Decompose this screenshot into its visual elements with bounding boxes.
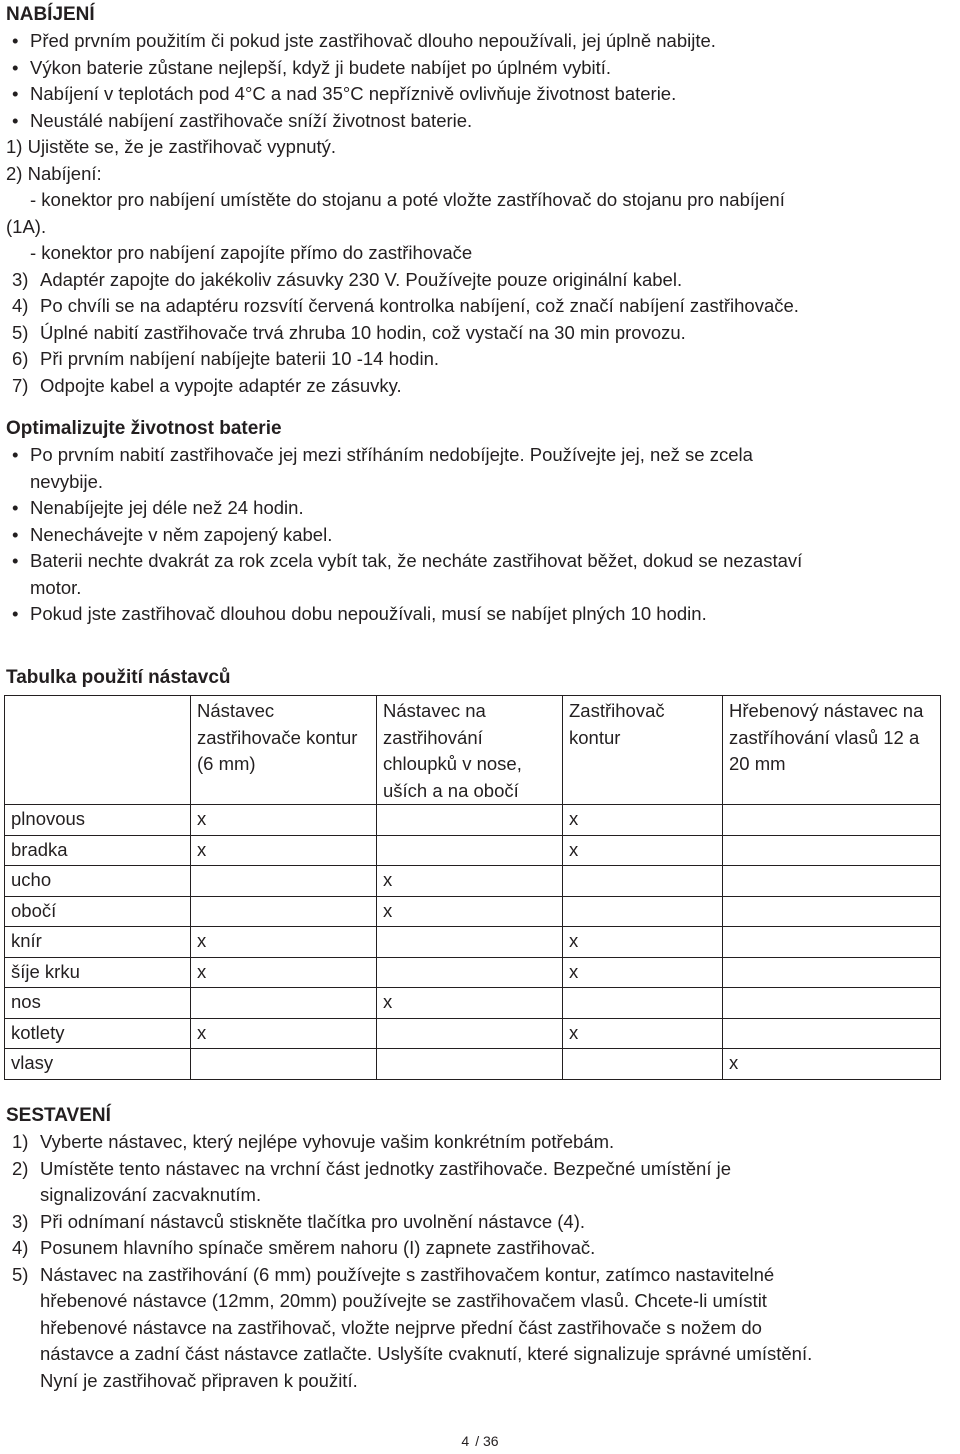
table-header-cell — [5, 696, 191, 805]
assembly-step — [6, 1209, 952, 1236]
table-row — [5, 866, 941, 897]
battery-section — [6, 416, 946, 628]
battery-bullet: • Baterii nechte dvakrát za rok zcela vybít tak, že necháte zastřihovat běžet, dokud se nezastaví — [6, 548, 946, 575]
table-cell — [723, 835, 941, 866]
charging-bullet: • Nabíjení v teplotách pod 4°C a nad 35°C nepříznivě ovlivňuje životnost baterie. — [6, 81, 946, 108]
table-cell — [191, 1049, 377, 1080]
assembly-step — [6, 1262, 952, 1289]
step-text: Nástavec na zastřihování (6 mm) používejte s zastřihovačem kontur, zatímco nastavitelné — [40, 1263, 775, 1285]
table-row — [5, 1018, 941, 1049]
battery-bullet-cont: nevybije. — [30, 470, 104, 492]
table-header-cell: Hřebenový nástavec na zastříhování vlasů 12 a 20 mm — [723, 696, 941, 805]
table-cell: x — [191, 835, 377, 866]
battery-bullet: • Po prvním nabití zastřihovače jej mezi stříháním nedobíjejte. Používejte jej, než se zcela — [6, 442, 946, 469]
table-cell: vlasy — [5, 1049, 191, 1080]
table-cell — [723, 927, 941, 958]
table-cell: x — [191, 805, 377, 836]
table-cell — [377, 805, 563, 836]
charging-step — [6, 346, 946, 373]
table-cell — [377, 835, 563, 866]
assembly-step-cont: signalizování zacvaknutím. — [40, 1184, 262, 1205]
assembly-step — [6, 1129, 952, 1156]
table-cell — [723, 957, 941, 988]
table-cell: bradka — [5, 835, 191, 866]
charging-substep: - konektor pro nabíjení zapojíte přímo do zastřihovače — [30, 242, 473, 263]
step-text: Odpojte kabel a vypojte adaptér ze zásuvky. — [40, 374, 402, 396]
section-heading-assembly: SESTAVENÍ — [6, 1105, 111, 1126]
step-text: Posunem hlavního spínače směrem nahoru (I) zapnete zastřihovač. — [40, 1237, 596, 1258]
step-text: Při odnímaní nástavců stiskněte tlačítka pro uvolnění nástavce (4). — [40, 1210, 586, 1232]
section-heading-battery: Optimalizujte životnost baterie — [6, 418, 282, 439]
table-cell — [563, 896, 723, 927]
table-cell: ucho — [5, 866, 191, 897]
charging-step — [6, 267, 946, 294]
table-cell: x — [377, 866, 563, 897]
charging-bullet: • Neustálé nabíjení zastřihovače sníží životnost baterie. — [6, 108, 946, 135]
table-cell — [563, 1049, 723, 1080]
table-row — [5, 988, 941, 1019]
step-text: Adaptér zapojte do jakékoliv zásuvky 230 V. Používejte pouze originální kabel. — [40, 268, 683, 290]
table-cell: x — [191, 927, 377, 958]
assembly-step-cont: hřebenové nástavce na zastřihovač, vložte nejprve přední část zastřihovače s nožem do — [40, 1316, 762, 1338]
battery-bullet: • Nenechávejte v něm zapojený kabel. — [6, 522, 946, 549]
step-number: 2) — [12, 1157, 29, 1179]
assembly-section — [6, 1103, 952, 1394]
assembly-step-cont: hřebenové nástavce (12mm, 20mm) používejte se zastřihovačem vlasů. Chcete-li umístit — [40, 1290, 767, 1311]
table-cell: x — [723, 1049, 941, 1080]
step-number: 5) — [12, 1263, 29, 1285]
table-cell — [723, 1018, 941, 1049]
charging-bullet: • Výkon baterie zůstane nejlepší, když ji budete nabíjet po úplném vybití. — [6, 55, 946, 82]
table-row — [5, 835, 941, 866]
table-cell: kotlety — [5, 1018, 191, 1049]
step-text: Umístěte tento nástavec na vrchní část jednotky zastřihovače. Bezpečné umístění je — [40, 1157, 732, 1179]
step-text: Při prvním nabíjení nabíjejte baterii 10 -14 hodin. — [40, 348, 440, 369]
step-number: 4) — [12, 295, 29, 316]
table-row — [5, 957, 941, 988]
table-cell: obočí — [5, 896, 191, 927]
step-text: Po chvíli se na adaptéru rozsvítí červená kontrolka nabíjení, což značí nabíjení zastřihovače. — [40, 295, 799, 316]
table-header-cell: Nástavec zastřihovače kontur (6 mm) — [191, 696, 377, 805]
charging-step — [6, 373, 946, 400]
attachment-usage-table — [4, 695, 941, 1080]
table-cell — [723, 896, 941, 927]
table-cell: x — [563, 1018, 723, 1049]
table-cell — [377, 927, 563, 958]
table-section — [6, 665, 946, 691]
table-cell — [723, 805, 941, 836]
table-cell — [377, 957, 563, 988]
step-number: 5) — [12, 321, 29, 343]
table-cell — [191, 896, 377, 927]
charging-substep-cont: (1A). — [6, 215, 47, 237]
table-cell: x — [377, 988, 563, 1019]
assembly-step — [6, 1156, 952, 1183]
charging-step — [6, 320, 946, 347]
page-total: / 36 — [475, 1433, 499, 1449]
table-cell — [563, 988, 723, 1019]
step-text: Úplné nabití zastřihovače trvá zhruba 10 hodin, což vystačí na 30 min provozu. — [40, 321, 686, 343]
battery-bullet: • Nenabíjejte jej déle než 24 hodin. — [6, 495, 946, 522]
section-heading-table: Tabulka použití nástavců — [6, 667, 231, 688]
table-row — [5, 805, 941, 836]
charging-step: 2) Nabíjení: — [6, 162, 102, 184]
section-heading-charging: NABÍJENÍ — [6, 4, 95, 25]
table-cell — [191, 988, 377, 1019]
charging-bullet: • Před prvním použitím či pokud jste zastřihovač dlouho nepoužívali, jej úplně nabijte. — [6, 28, 946, 55]
step-number: 3) — [12, 1210, 29, 1232]
table-row — [5, 896, 941, 927]
table-cell — [377, 1049, 563, 1080]
charging-section — [6, 2, 946, 399]
step-number: 1) — [12, 1131, 29, 1152]
table-cell: x — [563, 835, 723, 866]
assembly-step-cont: Nyní je zastřihovač připraven k použití. — [40, 1369, 358, 1391]
table-cell: x — [191, 957, 377, 988]
table-cell: x — [563, 805, 723, 836]
table-cell: x — [563, 927, 723, 958]
table-cell: knír — [5, 927, 191, 958]
assembly-step — [6, 1235, 952, 1262]
table-cell: šíje krku — [5, 957, 191, 988]
step-number: 3) — [12, 268, 29, 290]
battery-bullet-cont: motor. — [30, 576, 82, 598]
charging-step: 1) Ujistěte se, že je zastřihovač vypnutý. — [6, 136, 337, 157]
table-cell: nos — [5, 988, 191, 1019]
table-cell: x — [191, 1018, 377, 1049]
step-text: Vyberte nástavec, který nejlépe vyhovuje vašim konkrétním potřebám. — [40, 1131, 615, 1152]
battery-bullet: • Pokud jste zastřihovač dlouhou dobu nepoužívali, musí se nabíjet plných 10 hodin. — [6, 601, 946, 628]
table-header-row — [5, 696, 941, 805]
step-number: 4) — [12, 1237, 29, 1258]
table-cell — [723, 866, 941, 897]
assembly-step-cont: nástavce a zadní část nástavce zatlačte. Uslyšíte cvaknutí, které signalizuje správné umístění. — [40, 1343, 813, 1364]
table-header-cell: Zastřihovač kontur — [563, 696, 723, 805]
page-number: 4 — [461, 1433, 470, 1449]
table-header-cell: Nástavec na zastřihování chloupků v nose, uších a na obočí — [377, 696, 563, 805]
table-row — [5, 927, 941, 958]
table-cell: x — [377, 896, 563, 927]
table-cell — [377, 1018, 563, 1049]
page-footer — [0, 1432, 960, 1450]
charging-substep: - konektor pro nabíjení umístěte do stojanu a poté vložte zastříhovač do stojanu pro nabíjení — [30, 189, 785, 210]
table-cell — [723, 988, 941, 1019]
table-cell: x — [563, 957, 723, 988]
table-cell — [191, 866, 377, 897]
charging-step — [6, 293, 946, 320]
table-row — [5, 1049, 941, 1080]
table-cell — [563, 866, 723, 897]
step-number: 6) — [12, 348, 29, 369]
table-cell: plnovous — [5, 805, 191, 836]
step-number: 7) — [12, 374, 29, 396]
